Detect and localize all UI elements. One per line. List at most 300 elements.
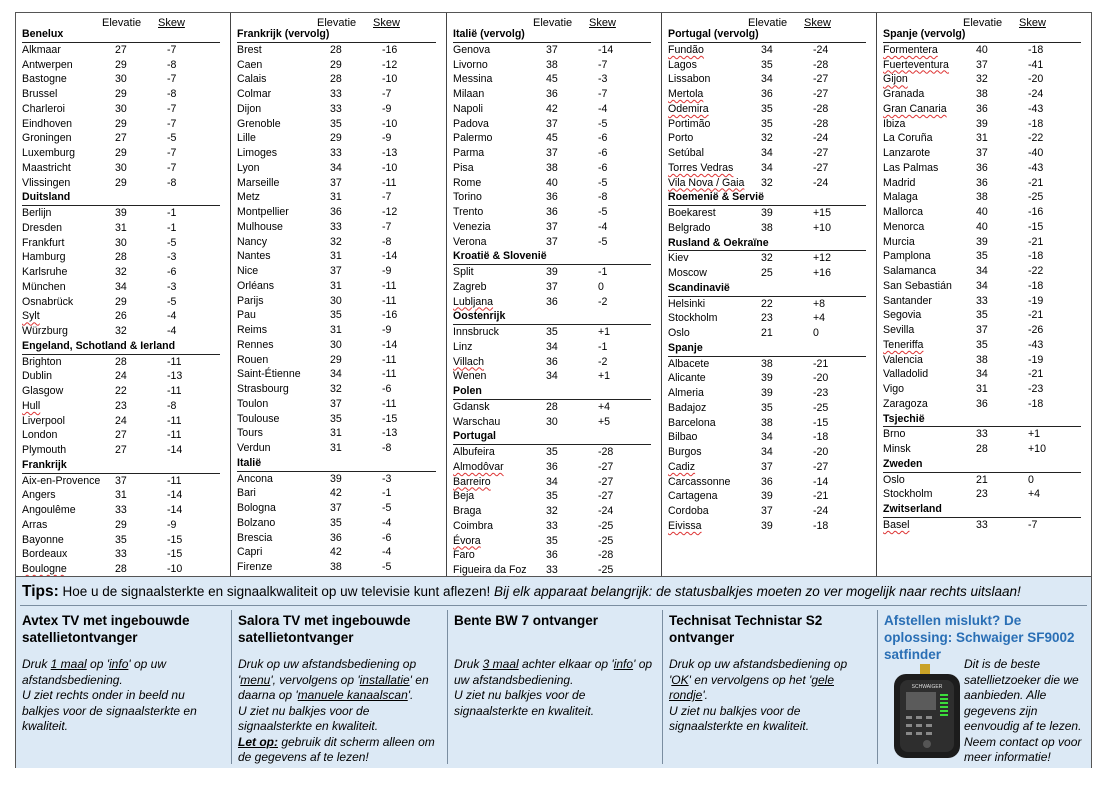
elevation-value: 29 [330,58,342,71]
table-row [22,295,220,310]
city-name: Reims [237,324,268,336]
city-name: Mallorca [883,206,924,218]
table-row [453,460,651,475]
section-heading [883,27,1081,43]
city-name: La Coruña [883,132,933,145]
svg-text:SCHWAIGER: SCHWAIGER [911,684,943,690]
column-5 [877,13,1091,576]
elevation-value: 42 [330,487,342,500]
elevation-value: 37 [330,265,342,277]
elevation-value: 31 [330,191,342,204]
country-name: Spanje [668,341,703,354]
skew-value: -7 [382,88,392,100]
skew-value: -4 [167,325,177,337]
table-row [453,265,651,280]
skew-value: -13 [167,370,183,383]
skew-value: 0 [598,280,604,293]
skew-value: -7 [382,220,392,233]
elevation-value: 31 [330,324,342,336]
elevation-value: 39 [761,372,773,385]
elevation-value: 29 [115,295,127,308]
skew-value: -10 [167,563,183,575]
skew-value: -1 [598,266,608,278]
skew-value: -27 [813,73,829,86]
table-row [22,58,220,73]
elevation-value: 35 [330,516,342,529]
city-name: Bari [237,487,256,500]
skew-value: -14 [382,338,398,351]
skew-value: -11 [167,414,182,427]
elevation-value: 36 [546,295,558,308]
tip-bente [447,610,662,764]
elevation-value: 40 [976,43,988,56]
skew-value: -9 [382,324,392,336]
city-name: Saint-Étienne [237,368,301,381]
skew-header: Skew [1019,17,1046,29]
skew-value: -18 [1028,279,1044,292]
city-name: Nice [237,265,259,277]
satfinder-device-image [890,664,964,760]
city-name: Brescia [237,531,273,544]
city-name: Cordoba [668,505,709,517]
skew-value: +15 [813,207,831,219]
city-name: Montpellier [237,206,289,218]
section-heading [668,281,866,297]
elevation-value: 29 [115,88,127,100]
table-row [883,131,1081,146]
table-row [237,72,436,87]
city-name: Capri [237,546,263,559]
skew-value: -4 [167,310,177,323]
tip-body: Druk 3 maal achter elkaar op 'info' op uw afstandsbediening. U ziet nu balkjes voor de signaalsterkte en kwaliteit. [454,657,653,718]
country-name: Italië [237,456,262,469]
table-row [883,220,1081,235]
skew-header: Skew [589,17,616,29]
table-row [883,190,1081,205]
elevation-value: 33 [330,88,342,100]
table-row [237,58,436,73]
elevation-value: 27 [115,132,127,145]
city-name: Arras [22,518,48,531]
skew-value: -6 [598,161,608,174]
skew-value: -24 [813,43,829,56]
city-name: Venezia [453,220,491,233]
country-name: Rusland & Oekraïne [668,236,769,249]
skew-value: -21 [1028,368,1044,381]
table-row [22,43,220,58]
elevation-value: 36 [330,531,342,544]
city-name: Rome [453,176,482,189]
elevation-value: 35 [330,117,342,130]
city-name: Moscow [668,267,707,279]
city-name: Salamanca [883,265,936,277]
table-row [453,340,651,355]
elevation-value: 23 [761,312,773,325]
table-row [883,323,1081,338]
elevation-value: 36 [546,355,558,368]
skew-value: -3 [382,472,392,485]
city-name: Gran Canaria [883,102,947,115]
tip-title: Afstellen mislukt? De oplossing: Schwaiger SF9002 satfinder [884,613,1075,662]
table-row [668,221,866,236]
elevation-value: 38 [761,357,773,370]
skew-value: -24 [813,132,829,145]
elevation-value: 36 [761,88,773,100]
city-name: Messina [453,73,493,86]
country-name: Frankrijk [22,458,67,471]
table-row [453,475,651,490]
elevation-value: 28 [115,563,127,575]
city-name: Innsbruck [453,326,499,338]
skew-value: -27 [598,475,614,488]
table-row [453,415,651,430]
table-row [22,547,220,562]
elevation-value: 36 [976,397,988,410]
table-row [668,371,866,386]
table-row [22,443,220,458]
skew-value: -15 [382,412,398,425]
elevation-value: 30 [330,338,342,351]
skew-value: -4 [598,220,608,233]
table-row [22,250,220,265]
skew-value: -1 [382,487,392,500]
skew-header: Skew [373,17,400,29]
skew-value: -13 [382,427,398,440]
skew-value: -11 [382,397,397,410]
country-name: Tsjechië [883,412,925,425]
city-name: Sylt [22,310,40,323]
tip-avtex [16,610,231,764]
elevation-value: 35 [976,338,988,351]
skew-value: +12 [813,252,831,265]
skew-value: 0 [813,327,819,339]
skew-value: +4 [1028,488,1041,501]
elevation-value: 38 [976,353,988,366]
elevation-value: 32 [330,383,342,395]
table-row [453,400,651,415]
elevation-value: 32 [761,176,773,189]
table-row [883,294,1081,309]
table-row [22,265,220,280]
elevation-value: 29 [330,353,342,366]
skew-value: -5 [167,295,177,308]
elevation-value: 28 [546,400,558,413]
city-name: Mulhouse [237,220,283,233]
city-name: Rouen [237,353,269,366]
table-row [453,295,651,310]
city-name: Braga [453,505,482,517]
city-name: Oslo [668,327,690,339]
section-heading [453,429,651,445]
elevation-value: 39 [761,387,773,399]
elevation-value: 35 [761,117,773,130]
city-name: Fuerteventura [883,58,949,71]
elevation-value: 27 [115,429,127,442]
table-row [668,475,866,490]
table-row [237,531,436,546]
skew-value: -11 [382,176,397,189]
country-name: Benelux [22,28,64,40]
elevation-value: 29 [115,518,127,531]
city-name: Strasbourg [237,383,289,395]
table-row [668,401,866,416]
elevation-value: 32 [546,505,558,517]
country-name: Duitsland [22,191,71,204]
table-row [453,176,651,191]
city-name: Formentera [883,43,938,56]
elevation-value: 37 [115,474,127,487]
table-row [668,386,866,401]
city-name: Villach [453,355,485,368]
skew-value: -15 [813,416,829,429]
table-row [237,486,436,501]
table-row [22,428,220,443]
elevation-value: 38 [546,161,558,174]
table-row [237,294,436,309]
skew-value: -7 [598,58,608,71]
table-row [22,131,220,146]
country-name: Scandinavië [668,281,730,294]
skew-value: -11 [382,294,397,307]
table-row [237,146,436,161]
city-name: Verdun [237,442,271,454]
tips-label: Tips: [22,583,59,600]
elevation-value: 38 [546,58,558,71]
table-row [668,176,866,191]
city-name: Limoges [237,147,278,159]
city-name: Pau [237,309,256,322]
skew-value: -18 [813,519,829,532]
table-row [883,308,1081,323]
elevation-value: 38 [761,221,773,234]
elevation-value: 39 [330,472,342,485]
city-name: Frankfurt [22,236,65,249]
table-row [237,367,436,382]
section-heading [453,309,651,325]
skew-value: -15 [1028,220,1044,233]
elevation-value: 24 [115,414,127,427]
elevation-value: 31 [976,132,988,145]
section-heading [453,249,651,265]
table-row [453,280,651,295]
city-name: Menorca [883,220,925,233]
city-name: Warschau [453,415,501,428]
city-name: Maastricht [22,161,71,174]
city-name: Stockholm [883,488,933,501]
skew-value: -5 [598,235,608,248]
city-name: Bilbao [668,431,698,444]
table-row [668,416,866,431]
city-name: Odemira [668,102,709,115]
country-name: Frankrijk (vervolg) [237,28,330,40]
skew-value: -27 [813,147,829,159]
city-name: Lissabon [668,73,711,86]
elevation-value: 34 [976,368,988,381]
skew-value: -3 [167,280,177,293]
skew-value: -24 [813,176,829,189]
country-name: Zweden [883,457,923,470]
elevation-value: 21 [761,327,773,339]
table-row [237,220,436,235]
skew-value: -15 [167,548,183,561]
elevation-value: 22 [761,297,773,310]
skew-value: -2 [598,355,608,368]
city-name: Hull [22,399,41,412]
city-name: Vila Nova / Gaia [668,176,745,189]
city-name: Bastogne [22,73,67,86]
skew-value: -25 [598,534,614,547]
skew-value: -8 [167,58,177,71]
city-name: Malaga [883,191,918,204]
city-name: Toulouse [237,412,280,425]
elevation-value: 23 [115,399,127,412]
table-row [668,117,866,132]
elevation-value: 37 [330,397,342,410]
elevation-value: 34 [761,446,773,458]
table-row [668,102,866,117]
table-row [668,489,866,504]
skew-value: -10 [382,161,398,174]
section-heading [237,456,436,472]
city-name: Lyon [237,161,260,174]
table-row [237,279,436,294]
elevation-value: 35 [546,534,558,547]
city-name: Verona [453,235,487,248]
country-name: Roemenië & Servië [668,191,764,204]
skew-value: -9 [382,102,392,115]
elevation-value: 30 [330,294,342,307]
table-row [22,369,220,384]
elevation-value: 35 [976,250,988,263]
elevation-value: 32 [761,252,773,265]
city-name: Granada [883,88,925,100]
table-row [883,442,1081,457]
tip-technisat [662,610,877,764]
city-name: Livorno [453,58,488,71]
elevation-value: 38 [330,561,342,573]
city-name: Minsk [883,443,911,455]
elevation-value: 25 [761,267,773,279]
table-row [22,221,220,236]
city-name: Boekarest [668,207,716,219]
tip-title: Technisat Technistar S2 ontvanger [669,613,823,645]
skew-value: -25 [1028,191,1044,204]
section-heading [453,27,651,43]
elevation-value: 36 [546,191,558,204]
city-name: Vlissingen [22,176,71,189]
city-name: Glasgow [22,385,64,397]
table-row [237,87,436,102]
city-name: Valencia [883,353,923,366]
skew-value: -27 [813,161,829,174]
table-row [453,43,651,58]
skew-value: -28 [813,58,829,71]
table-row [237,43,436,58]
city-name: Burgos [668,446,702,458]
skew-value: -16 [382,309,398,322]
table-row [668,206,866,221]
city-name: Zagreb [453,280,487,293]
skew-value: +4 [598,400,611,413]
city-name: Eindhoven [22,117,73,130]
elevation-value: 33 [546,519,558,532]
elevation-value: 28 [115,251,127,264]
city-name: Padova [453,117,489,130]
city-name: Porto [668,132,694,145]
elevation-value: 37 [330,502,342,514]
tips-intro [22,583,1021,601]
elevation-value: 28 [115,355,127,368]
elevation-value: 39 [976,117,988,130]
elevation-value: 34 [976,265,988,277]
table-row [237,397,436,412]
city-name: Alicante [668,372,706,385]
table-row [883,161,1081,176]
country-name: Oostenrijk [453,310,506,323]
country-name: Zwitserland [883,503,942,515]
table-row [22,324,220,339]
city-name: Metz [237,191,260,204]
city-name: Groningen [22,132,72,145]
rows [453,27,651,578]
elevation-value: 32 [115,325,127,337]
table-row [883,72,1081,87]
city-name: Liverpool [22,414,65,427]
skew-value: -22 [1028,132,1044,145]
city-name: Osnabrück [22,295,74,308]
table-row [453,548,651,563]
table-row [883,382,1081,397]
elevation-value: 30 [115,73,127,86]
city-name: Barcelona [668,416,716,429]
city-name: Lagos [668,58,697,71]
city-name: Évora [453,534,481,547]
table-row [237,176,436,191]
table-row [883,338,1081,353]
elevation-value: 38 [976,88,988,100]
skew-value: -8 [167,88,177,100]
city-name: Pisa [453,161,474,174]
table-row [453,131,651,146]
city-name: Almeria [668,387,704,399]
skew-value: -18 [1028,250,1044,263]
skew-value: -3 [598,73,608,86]
elevatie-header: Elevatie [748,17,788,29]
city-name: Toulon [237,397,269,410]
elevation-value: 34 [546,370,558,383]
skew-value: +10 [1028,443,1046,455]
skew-value: -18 [1028,43,1044,56]
elevation-value: 35 [546,490,558,503]
table-row [22,102,220,117]
city-name: Parijs [237,294,264,307]
skew-value: -19 [1028,294,1044,307]
skew-value: -20 [1028,73,1044,86]
skew-value: -8 [382,442,392,454]
city-name: Linz [453,340,473,353]
city-name: Brussel [22,88,58,100]
skew-value: -11 [167,429,182,442]
section-heading [668,341,866,357]
tip-satfinder [877,610,1091,764]
section-heading [883,502,1081,518]
elevation-value: 40 [976,220,988,233]
skew-value: -11 [382,279,397,292]
elevation-value: 34 [330,368,342,381]
section-heading [668,27,866,43]
table-row [453,146,651,161]
elevation-value: 37 [976,324,988,336]
